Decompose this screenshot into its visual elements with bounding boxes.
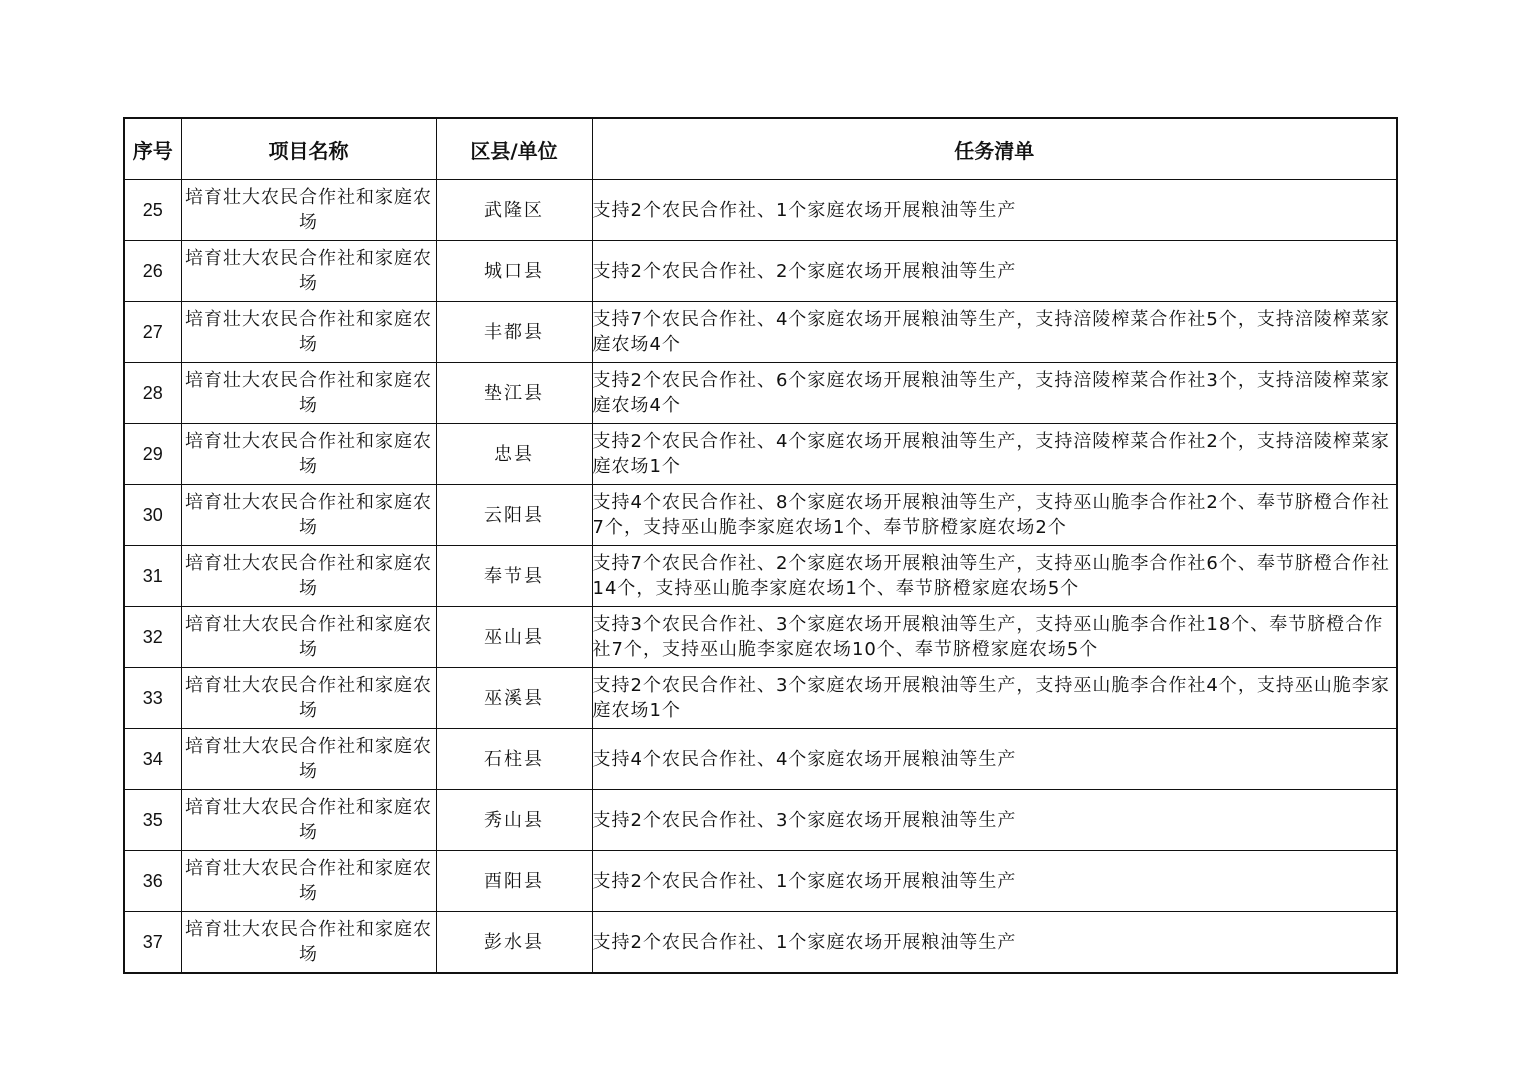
cell-county: 秀山县 [436,790,592,851]
header-project-name: 项目名称 [181,118,436,180]
cell-project-name: 培育壮大农民合作社和家庭农场 [181,729,436,790]
cell-project-name: 培育壮大农民合作社和家庭农场 [181,241,436,302]
cell-project-name: 培育壮大农民合作社和家庭农场 [181,851,436,912]
cell-task: 支持3个农民合作社、3个家庭农场开展粮油等生产，支持巫山脆李合作社18个、奉节脐橙合作社7个，支持巫山脆李家庭农场10个、奉节脐橙家庭农场5个 [592,607,1397,668]
cell-task: 支持2个农民合作社、3个家庭农场开展粮油等生产，支持巫山脆李合作社4个，支持巫山脆李家庭农场1个 [592,668,1397,729]
cell-task: 支持2个农民合作社、1个家庭农场开展粮油等生产 [592,912,1397,974]
cell-project-name: 培育壮大农民合作社和家庭农场 [181,668,436,729]
cell-project-name: 培育壮大农民合作社和家庭农场 [181,607,436,668]
cell-serial-number: 31 [124,546,181,607]
cell-project-name: 培育壮大农民合作社和家庭农场 [181,424,436,485]
cell-serial-number: 26 [124,241,181,302]
table-row [124,241,1397,302]
table-header-row [124,118,1397,180]
cell-county: 奉节县 [436,546,592,607]
cell-county: 酉阳县 [436,851,592,912]
header-task-list: 任务清单 [592,118,1397,180]
cell-project-name: 培育壮大农民合作社和家庭农场 [181,485,436,546]
header-serial-number: 序号 [124,118,181,180]
cell-project-name: 培育壮大农民合作社和家庭农场 [181,180,436,241]
table-row [124,485,1397,546]
document-page [123,117,1396,974]
cell-serial-number: 30 [124,485,181,546]
cell-task: 支持7个农民合作社、2个家庭农场开展粮油等生产，支持巫山脆李合作社6个、奉节脐橙合作社14个，支持巫山脆李家庭农场1个、奉节脐橙家庭农场5个 [592,546,1397,607]
task-list-table [123,117,1398,974]
cell-serial-number: 28 [124,363,181,424]
cell-task: 支持2个农民合作社、1个家庭农场开展粮油等生产 [592,851,1397,912]
cell-serial-number: 36 [124,851,181,912]
cell-county: 忠县 [436,424,592,485]
cell-county: 武隆区 [436,180,592,241]
cell-task: 支持7个农民合作社、4个家庭农场开展粮油等生产，支持涪陵榨菜合作社5个，支持涪陵榨菜家庭农场4个 [592,302,1397,363]
table-row [124,363,1397,424]
table-row [124,912,1397,974]
cell-task: 支持2个农民合作社、2个家庭农场开展粮油等生产 [592,241,1397,302]
cell-serial-number: 27 [124,302,181,363]
cell-project-name: 培育壮大农民合作社和家庭农场 [181,363,436,424]
cell-project-name: 培育壮大农民合作社和家庭农场 [181,790,436,851]
cell-county: 巫溪县 [436,668,592,729]
cell-serial-number: 34 [124,729,181,790]
cell-project-name: 培育壮大农民合作社和家庭农场 [181,912,436,974]
cell-project-name: 培育壮大农民合作社和家庭农场 [181,302,436,363]
cell-serial-number: 35 [124,790,181,851]
table-row [124,607,1397,668]
cell-county: 丰都县 [436,302,592,363]
cell-serial-number: 29 [124,424,181,485]
cell-county: 石柱县 [436,729,592,790]
table-row [124,668,1397,729]
table-row [124,546,1397,607]
header-county-unit: 区县/单位 [436,118,592,180]
table-row [124,790,1397,851]
table-row [124,851,1397,912]
cell-county: 巫山县 [436,607,592,668]
cell-task: 支持2个农民合作社、3个家庭农场开展粮油等生产 [592,790,1397,851]
table-row [124,302,1397,363]
cell-project-name: 培育壮大农民合作社和家庭农场 [181,546,436,607]
cell-serial-number: 25 [124,180,181,241]
cell-task: 支持2个农民合作社、1个家庭农场开展粮油等生产 [592,180,1397,241]
cell-serial-number: 37 [124,912,181,974]
cell-serial-number: 32 [124,607,181,668]
cell-task: 支持2个农民合作社、4个家庭农场开展粮油等生产，支持涪陵榨菜合作社2个，支持涪陵榨菜家庭农场1个 [592,424,1397,485]
cell-task: 支持4个农民合作社、4个家庭农场开展粮油等生产 [592,729,1397,790]
cell-county: 垫江县 [436,363,592,424]
cell-task: 支持2个农民合作社、6个家庭农场开展粮油等生产，支持涪陵榨菜合作社3个，支持涪陵榨菜家庭农场4个 [592,363,1397,424]
table-row [124,424,1397,485]
cell-serial-number: 33 [124,668,181,729]
table-row [124,180,1397,241]
cell-task: 支持4个农民合作社、8个家庭农场开展粮油等生产，支持巫山脆李合作社2个、奉节脐橙合作社7个，支持巫山脆李家庭农场1个、奉节脐橙家庭农场2个 [592,485,1397,546]
cell-county: 彭水县 [436,912,592,974]
cell-county: 城口县 [436,241,592,302]
cell-county: 云阳县 [436,485,592,546]
table-row [124,729,1397,790]
